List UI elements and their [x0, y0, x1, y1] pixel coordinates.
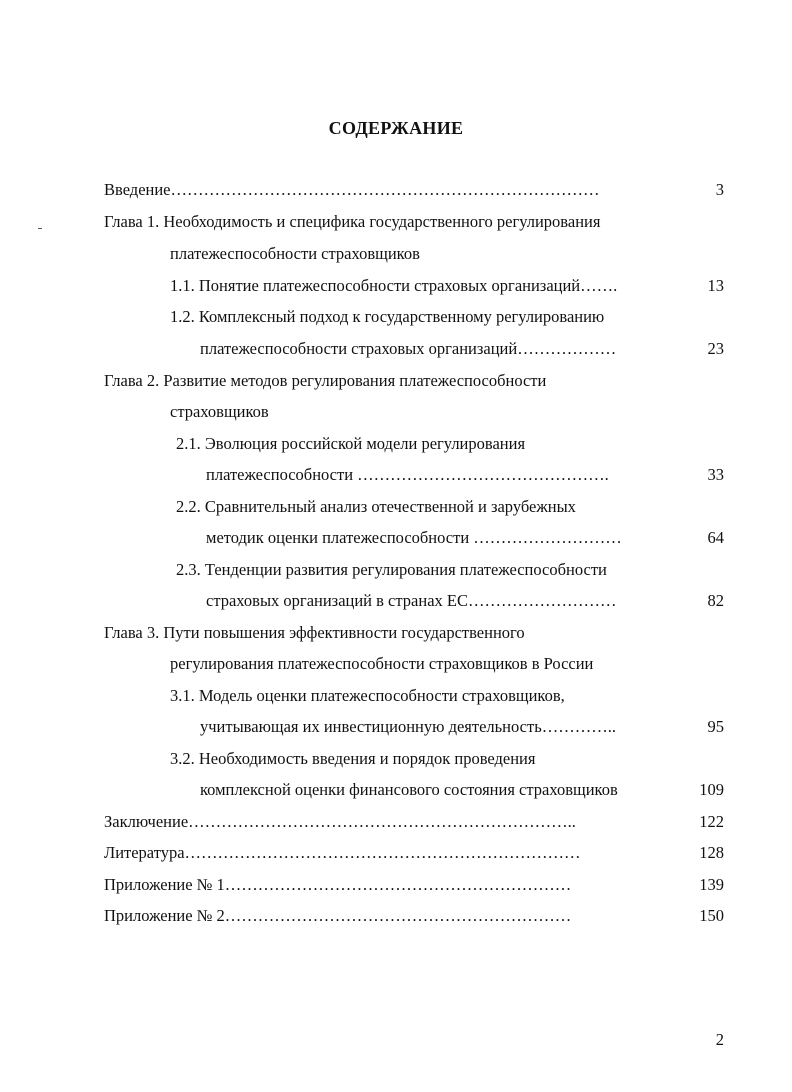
toc-entry: регулирования платежеспособности страховщиков в России: [170, 654, 594, 673]
toc-entry: 3.2. Необходимость введения и порядок проведения: [170, 749, 536, 768]
toc-entry: 1.1. Понятие платежеспособности страховых организаций…….: [170, 276, 618, 295]
toc-entry: 2.3. Тенденции развития регулирования платежеспособности: [176, 560, 607, 579]
toc-page-number: 150: [699, 906, 724, 925]
toc-entry: Глава 3. Пути повышения эффективности государственного: [104, 623, 525, 642]
toc-entry: методик оценки платежеспособности ………………………: [206, 528, 622, 547]
page-number: 2: [715, 1030, 724, 1049]
toc-page-number: 82: [707, 591, 724, 610]
toc-page-number: 95: [707, 717, 724, 736]
toc-entry: Литература………………………………………………………………: [104, 843, 581, 862]
toc-page-number: 128: [699, 843, 724, 862]
page-title: СОДЕРЖАНИЕ: [328, 118, 464, 138]
toc-entry: Приложение № 2………………………………………………………: [104, 906, 572, 925]
toc-entry: 2.2. Сравнительный анализ отечественной и зарубежных: [176, 497, 576, 516]
toc-page-number: 122: [699, 812, 724, 831]
toc-page-number: 109: [699, 780, 724, 799]
toc-page-number: 23: [707, 339, 724, 358]
toc-entry: страховых организаций в странах ЕС………………………: [206, 591, 617, 610]
toc-entry: 3.1. Модель оценки платежеспособности страховщиков,: [170, 686, 565, 705]
toc-page-number: 139: [699, 875, 724, 894]
toc-entry: 2.1. Эволюция российской модели регулирования: [176, 434, 526, 453]
toc-entry: учитывающая их инвестиционную деятельность…………..: [200, 717, 616, 736]
toc-entry: платежеспособности ……………………………………….: [206, 465, 609, 484]
toc-entry: платежеспособности страховых организаций………………: [200, 339, 617, 358]
toc-page-number: 64: [707, 528, 724, 547]
scan-speck: [38, 228, 42, 229]
toc-entry: Введение……………………………………………………………………: [104, 180, 600, 199]
toc-page-number: 3: [715, 180, 724, 199]
toc-entry: 1.2. Комплексный подход к государственному регулированию: [170, 307, 605, 326]
toc-entry: комплексной оценки финансового состояния страховщиков: [200, 780, 618, 799]
toc-entry: Глава 1. Необходимость и специфика государственного регулирования: [104, 212, 601, 231]
toc-page-number: 13: [707, 276, 724, 295]
toc-entry: Приложение № 1………………………………………………………: [104, 875, 572, 894]
toc-entry: Заключение……………………………………………………………..: [104, 812, 576, 831]
toc-entry: платежеспособности страховщиков: [170, 244, 420, 263]
toc-entry: Глава 2. Развитие методов регулирования платежеспособности: [104, 371, 547, 390]
toc-page-number: 33: [707, 465, 724, 484]
toc-entry: страховщиков: [170, 402, 269, 421]
